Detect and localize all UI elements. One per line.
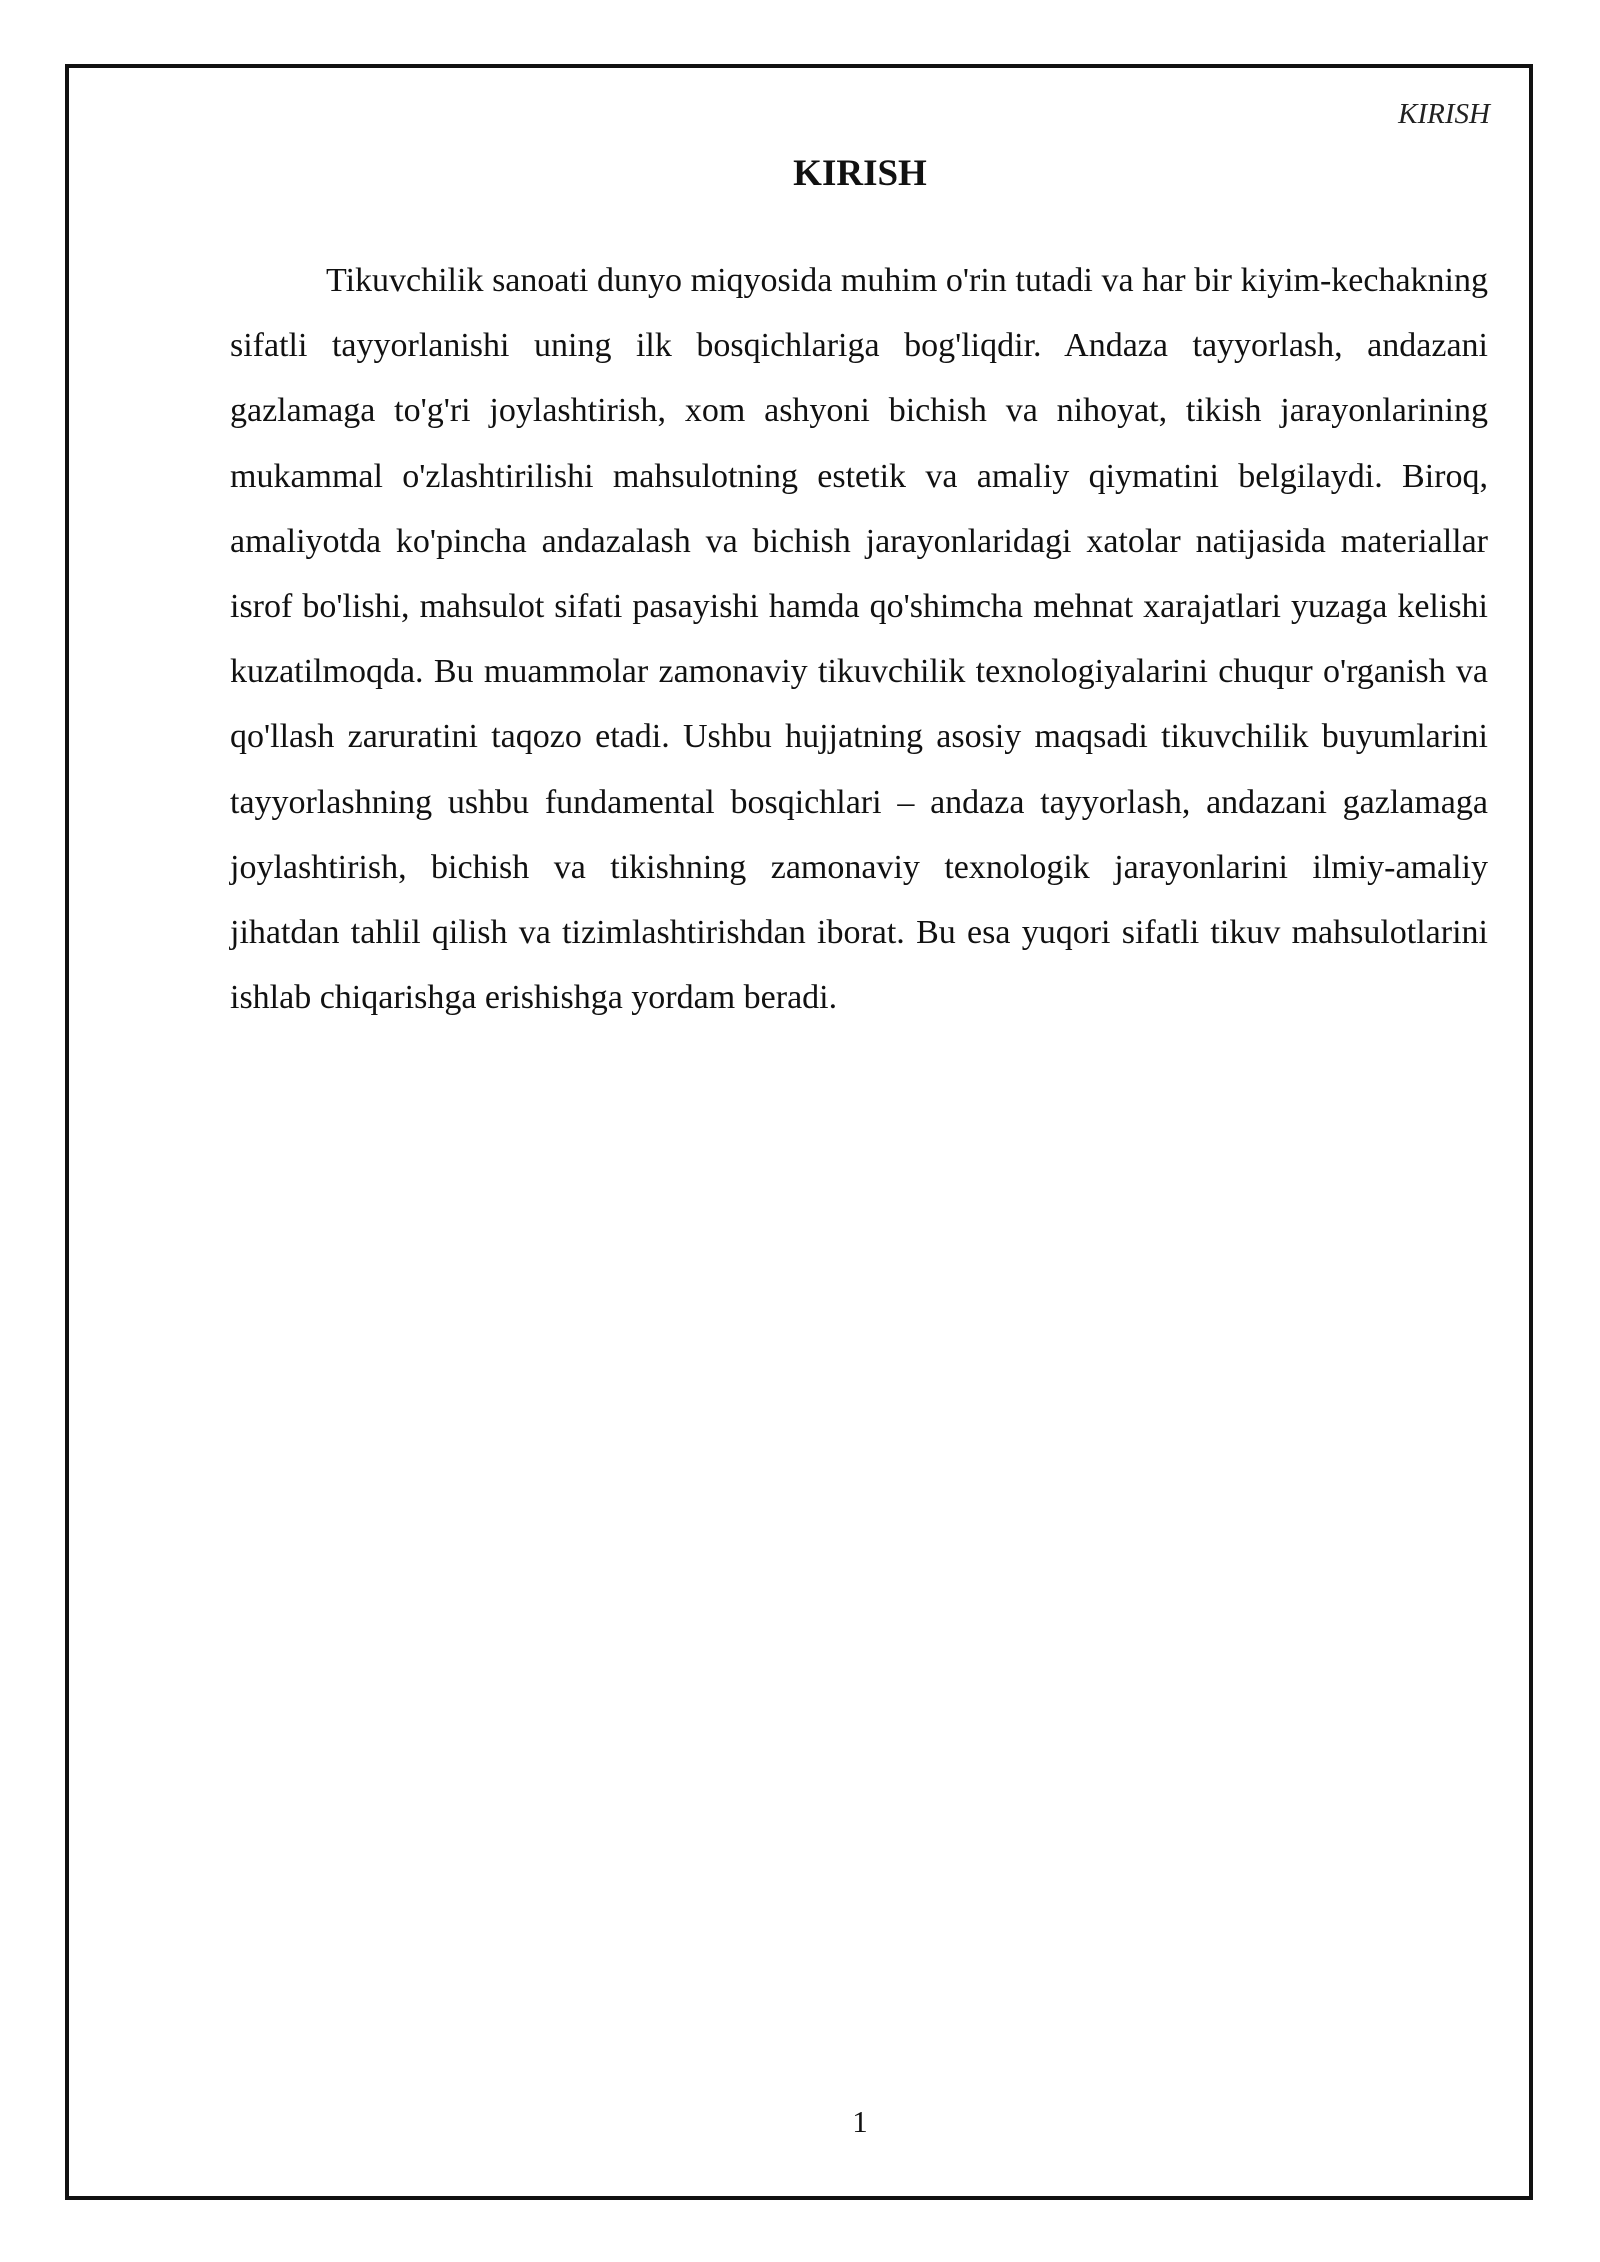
running-header: KIRISH bbox=[1398, 98, 1490, 130]
body-paragraph: Tikuvchilik sanoati dunyo miqyosida muhim o'rin tutadi va har bir kiyim-kechakning sifatli tayyorlanishi uning ilk bosqichlariga bog'liqdir. Andaza tayyorlash, andazani gazlamaga to'g'ri joylashtirish, xom ashyoni bichish va nihoyat, tikish jarayonlarining mukammal o'zlashtirilishi mahsulotning estetik va amaliy qiymatini belgilaydi. Biroq, amaliyotda ko'pincha andazalash va bichish jarayonlaridagi xatolar natijasida materiallar isrof bo'lishi, mahsulot sifati pasayishi hamda qo'shimcha mehnat xarajatlari yuzaga kelishi kuzatilmoqda. Bu muammolar zamonaviy tikuvchilik texnologiyalarini chuqur o'rganish va qo'llash zaruratini taqozo etadi. Ushbu hujjatning asosiy maqsadi tikuvchilik buyumlarini tayyorlashning ushbu fundamental bosqichlari – andaza tayyorlash, andazani gazlamaga joylashtirish, bichish va tikishning zamonaviy texnologik jarayonlarini ilmiy-amaliy jihatdan tahlil qilish va tizimlashtirishdan iborat. Bu esa yuqori sifatli tikuv mahsulotlarini ishlab chiqarishga erishishga yordam beradi. bbox=[230, 262, 1488, 1017]
page-number: 1 bbox=[852, 2104, 868, 2139]
page-title: KIRISH bbox=[793, 153, 927, 194]
